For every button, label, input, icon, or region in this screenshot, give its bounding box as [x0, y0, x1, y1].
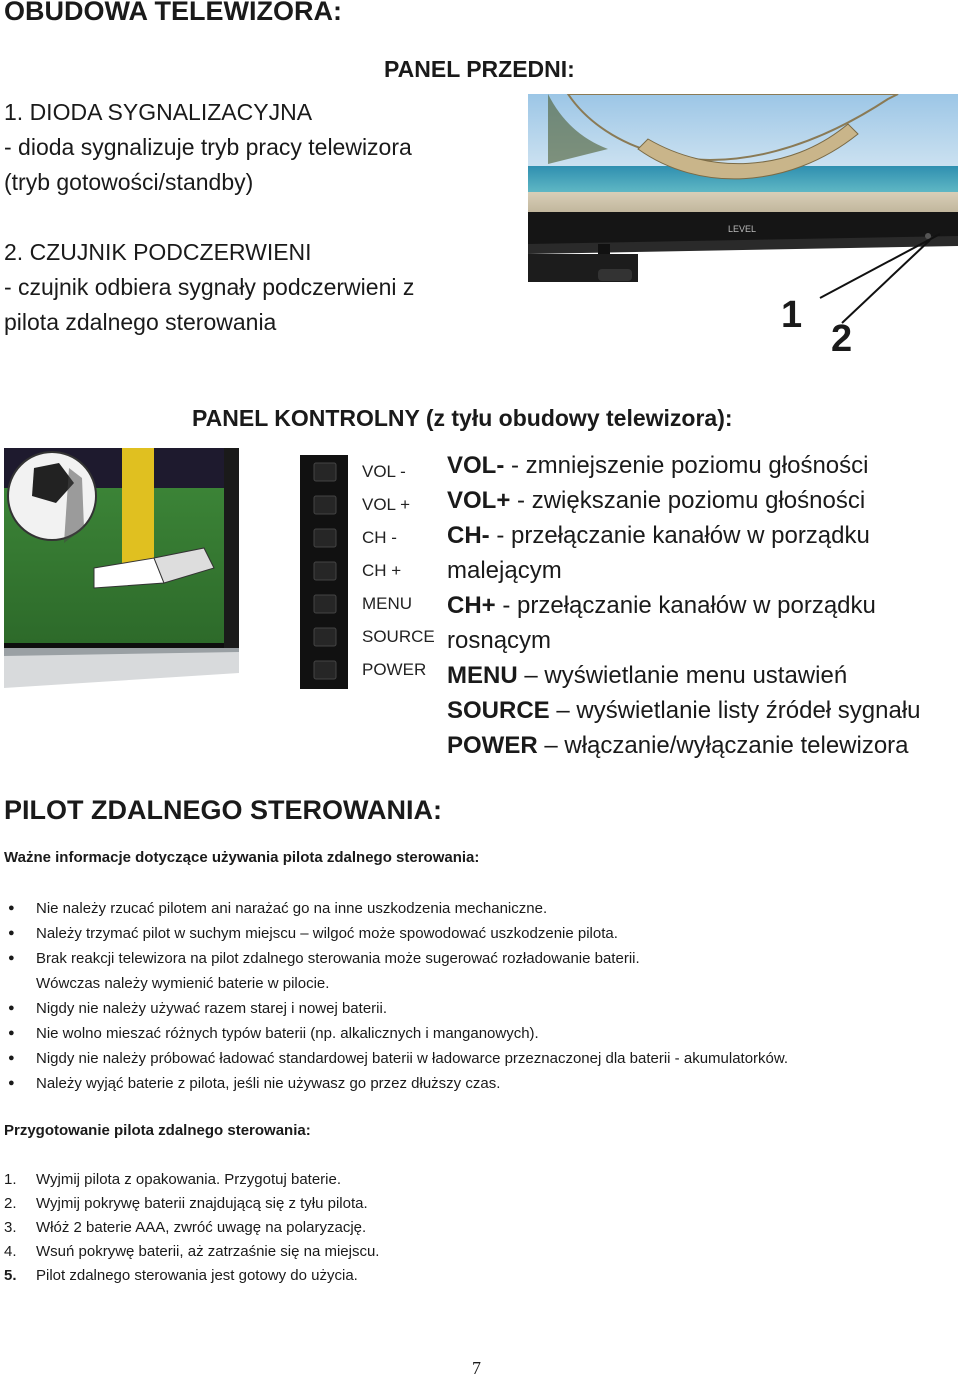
desc-text: – wyświetlanie menu ustawień — [517, 662, 848, 689]
list-item: ● Nie należy rzucać pilotem ani narażać go na inne uszkodzenia mechaniczne. — [4, 896, 954, 921]
remote-info-list — [4, 896, 954, 1096]
control-panel-heading: PANEL KONTROLNY (z tyłu obudowy telewizora): — [192, 405, 733, 431]
button-label-vol-minus: VOL - — [362, 462, 406, 481]
ch-minus-button[interactable] — [314, 529, 336, 547]
desc-text: - zmniejszenie poziomu głośności — [504, 452, 869, 479]
desc-text: rosnącym — [447, 627, 552, 654]
ch-plus-button[interactable] — [314, 562, 336, 580]
ir-text-1: - czujnik odbiera sygnały podczerwieni z — [4, 274, 415, 300]
button-descriptions — [447, 448, 957, 763]
led-text-2: (tryb gotowości/standby) — [4, 169, 254, 195]
ir-description — [4, 235, 504, 340]
vol-minus-button[interactable] — [314, 463, 336, 481]
ir-heading: 2. CZUJNIK PODCZERWIENI — [4, 239, 312, 265]
desc-row — [447, 588, 957, 623]
button-label-ch-minus: CH - — [362, 528, 397, 547]
desc-text: – włączanie/wyłączanie telewizora — [537, 732, 909, 759]
callout-2: 2 — [831, 318, 853, 360]
ir-text-2: pilota zdalnego sterowania — [4, 309, 277, 335]
desc-row — [447, 623, 957, 658]
step-text: Włóż 2 baterie AAA, zwróć uwagę na polaryzację. — [36, 1219, 367, 1236]
button-label-power: POWER — [362, 660, 427, 679]
desc-key: POWER — [447, 732, 538, 759]
page-title: OBUDOWA TELEWIZORA: — [4, 0, 342, 26]
desc-text: - przełączanie kanałów w porządku — [489, 522, 870, 549]
list-item: ● Należy wyjąć baterie z pilota, jeśli nie używasz go przez dłuższy czas. — [4, 1071, 954, 1096]
remote-info-heading: Ważne informacje dotyczące używania pilota zdalnego sterowania: — [4, 849, 480, 866]
callout-1: 1 — [781, 294, 803, 336]
desc-key: CH- — [447, 522, 490, 549]
step-text: Wsuń pokrywę baterii, aż zatrzaśnie się na miejscu. — [36, 1243, 380, 1260]
power-button[interactable] — [314, 661, 336, 679]
list-item-line: Wówczas należy wymienić baterie w pilocie. — [36, 975, 330, 992]
led-description — [4, 95, 504, 200]
desc-key: VOL- — [447, 452, 505, 479]
callout-lines — [780, 228, 960, 328]
desc-row — [447, 518, 957, 553]
desc-text: – wyświetlanie listy źródeł sygnału — [549, 697, 921, 724]
source-button[interactable] — [314, 628, 336, 646]
vol-plus-button[interactable] — [314, 496, 336, 514]
step-text: Wyjmij pilota z opakowania. Przygotuj baterie. — [36, 1171, 342, 1188]
step-item — [4, 1264, 904, 1288]
tv-side-image — [4, 448, 239, 688]
desc-key: CH+ — [447, 592, 496, 619]
step-item — [4, 1192, 904, 1216]
desc-key: SOURCE — [447, 697, 550, 724]
button-label-ch-plus: CH + — [362, 561, 402, 580]
desc-row — [447, 483, 957, 518]
step-number: 2. — [4, 1195, 17, 1212]
step-number: 1. — [4, 1171, 17, 1188]
menu-button[interactable] — [314, 595, 336, 613]
step-item — [4, 1216, 904, 1240]
step-item — [4, 1168, 904, 1192]
led-text-1: - dioda sygnalizuje tryb pracy telewizora — [4, 134, 412, 160]
list-item: ● Należy trzymać pilot w suchym miejscu – wilgoć może spowodować uszkodzenie pilota. — [4, 921, 954, 946]
list-item: ● Nie wolno mieszać różnych typów baterii (np. alkalicznych i manganowych). — [4, 1021, 954, 1046]
list-item: ● Nigdy nie należy próbować ładować standardowej baterii w ładowarce przeznaczonej dla baterii - akumulatorków. — [4, 1046, 954, 1071]
desc-row — [447, 448, 957, 483]
step-item — [4, 1240, 904, 1264]
step-number: 5. — [4, 1267, 17, 1284]
desc-row — [447, 693, 957, 728]
list-item — [4, 946, 954, 996]
desc-row — [447, 553, 957, 588]
remote-prep-heading: Przygotowanie pilota zdalnego sterowania: — [4, 1122, 311, 1139]
tv-logo: LEVEL — [728, 224, 757, 234]
page-number: 7 — [472, 1358, 481, 1378]
desc-row — [447, 728, 957, 763]
step-text: Wyjmij pokrywę baterii znajdującą się z tyłu pilota. — [36, 1195, 368, 1212]
button-labels — [362, 455, 442, 686]
list-item: ● Nigdy nie należy używać razem starej i nowej baterii. — [4, 996, 954, 1021]
step-number: 3. — [4, 1219, 17, 1236]
control-buttons-panel — [300, 455, 348, 689]
button-label-source: SOURCE — [362, 627, 435, 646]
remote-heading: PILOT ZDALNEGO STEROWANIA: — [4, 795, 442, 825]
desc-row — [447, 658, 957, 693]
desc-key: VOL+ — [447, 487, 511, 514]
led-heading: 1. DIODA SYGNALIZACYJNA — [4, 99, 313, 125]
front-panel-heading: PANEL PRZEDNI: — [384, 56, 575, 82]
desc-text: malejącym — [447, 557, 562, 584]
step-text: Pilot zdalnego sterowania jest gotowy do użycia. — [36, 1267, 358, 1284]
button-label-vol-plus: VOL + — [362, 495, 411, 514]
desc-text: - przełączanie kanałów w porządku — [495, 592, 876, 619]
step-number: 4. — [4, 1243, 17, 1260]
desc-text: - zwiększanie poziomu głośności — [510, 487, 866, 514]
button-label-menu: MENU — [362, 594, 413, 613]
list-item-line: Brak reakcji telewizora na pilot zdalnego sterowania może sugerować rozładowanie baterii. — [36, 950, 640, 967]
remote-prep-steps — [4, 1168, 904, 1288]
desc-key: MENU — [447, 662, 518, 689]
